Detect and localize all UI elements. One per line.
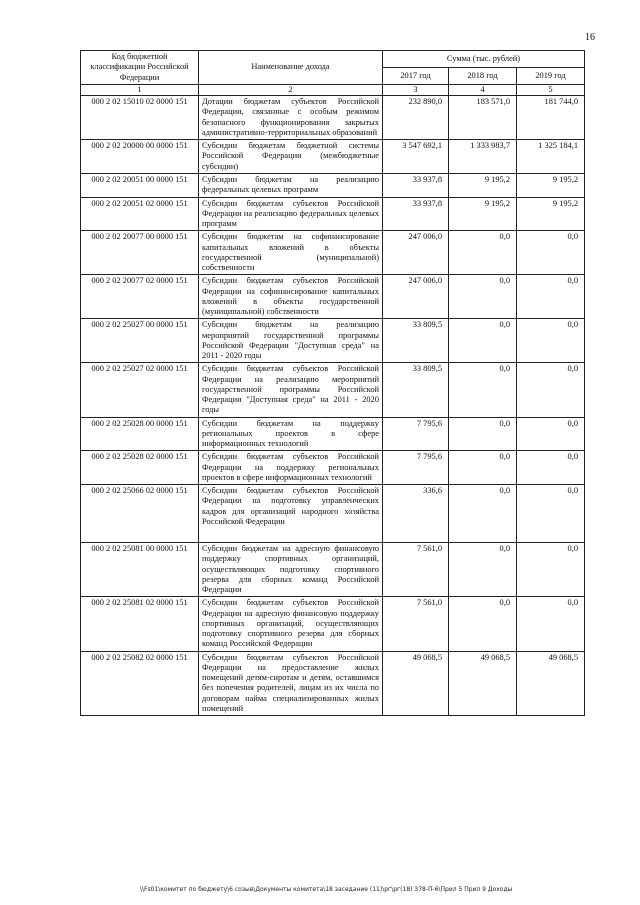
table-row — [81, 174, 585, 198]
table-row — [81, 197, 585, 231]
row-value-2018: 183 571,0 — [449, 96, 517, 140]
table-row — [81, 140, 585, 174]
row-value-2018: 0,0 — [449, 597, 517, 651]
header-year-2017: 2017 год — [383, 67, 449, 84]
row-value-2019: 1 325 184,1 — [517, 140, 585, 174]
row-value-2019: 0,0 — [517, 451, 585, 485]
page-number: 16 — [585, 32, 595, 43]
row-value-2017: 7 561,0 — [383, 597, 449, 651]
header-year-2019: 2019 год — [517, 67, 585, 84]
row-name: Субсидии бюджетам на реализацию федеральных целевых программ — [199, 174, 383, 198]
row-value-2019: 0,0 — [517, 275, 585, 319]
file-path-footer: \\Fs01\комитет по бюджету\6 созыв\Документы комитета\18 заседание (11)\рг\рг(18) 378-П-6\Прил 5 Прил 9 Доходы — [140, 886, 513, 893]
row-name: Субсидии бюджетам на реализацию мероприятий государственной программы Российской Федерации "Доступная среда" на 2011 - 2020 годы — [199, 319, 383, 363]
table-row — [81, 597, 585, 651]
row-name: Субсидии бюджетам субъектов Российской Федерации на предоставление жилых помещений детям-сиротам и детям, оставшимся без попечения родителей, лицам из их числа по договорам найма специализированных жилых помещений — [199, 651, 383, 716]
row-code: 000 2 02 25027 00 0000 151 — [81, 319, 199, 363]
table-row — [81, 651, 585, 716]
row-value-2019: 0,0 — [517, 319, 585, 363]
row-name: Субсидии бюджетам субъектов Российской Федерации на поддержку региональных проектов в сфере информационных технологий — [199, 451, 383, 485]
row-code: 000 2 02 25066 02 0000 151 — [81, 485, 199, 543]
row-value-2018: 1 333 983,7 — [449, 140, 517, 174]
row-code: 000 2 02 20000 00 0000 151 — [81, 140, 199, 174]
table-row — [81, 96, 585, 140]
row-value-2018: 0,0 — [449, 417, 517, 451]
row-code: 000 2 02 20051 02 0000 151 — [81, 197, 199, 231]
row-value-2019: 0,0 — [517, 597, 585, 651]
table-row — [81, 451, 585, 485]
row-name: Дотации бюджетам субъектов Российской Федерации, связанные с особым режимом безопасного функционирования закрытых административно-территориальных образований — [199, 96, 383, 140]
row-value-2017: 33 937,8 — [383, 174, 449, 198]
header-sum-column: Сумма (тыс. рублей) — [383, 51, 585, 68]
row-value-2019: 0,0 — [517, 543, 585, 597]
row-code: 000 2 02 25028 02 0000 151 — [81, 451, 199, 485]
row-code: 000 2 02 20077 00 0000 151 — [81, 231, 199, 275]
row-value-2017: 33 937,8 — [383, 197, 449, 231]
row-value-2018: 0,0 — [449, 543, 517, 597]
table-row — [81, 363, 585, 417]
row-value-2017: 7 561,0 — [383, 543, 449, 597]
row-value-2017: 7 795,6 — [383, 451, 449, 485]
row-value-2018: 0,0 — [449, 451, 517, 485]
row-value-2017: 247 006,0 — [383, 231, 449, 275]
row-code: 000 2 02 25027 02 0000 151 — [81, 363, 199, 417]
row-value-2017: 232 890,0 — [383, 96, 449, 140]
row-code: 000 2 02 25081 00 0000 151 — [81, 543, 199, 597]
row-name: Субсидии бюджетам субъектов Российской Федерации на реализацию мероприятий государственной программы Российской Федерации "Доступная среда" на 2011 - 2020 годы — [199, 363, 383, 417]
row-code: 000 2 02 20077 02 0000 151 — [81, 275, 199, 319]
row-name: Субсидии бюджетам субъектов Российской Федерации на подготовку управленческих кадров для организаций народного хозяйства Российской Федерации — [199, 485, 383, 543]
row-value-2019: 49 068,5 — [517, 651, 585, 716]
row-value-2018: 0,0 — [449, 319, 517, 363]
row-value-2017: 247 006,0 — [383, 275, 449, 319]
row-value-2018: 9 195,2 — [449, 197, 517, 231]
header-year-2018: 2018 год — [449, 67, 517, 84]
row-value-2017: 33 809,5 — [383, 363, 449, 417]
table-body — [81, 96, 585, 716]
header-name-column: Наименование дохода — [199, 51, 383, 85]
row-value-2018: 0,0 — [449, 363, 517, 417]
header-code-column: Код бюджетной классификации Российской Федерации — [81, 51, 199, 85]
row-code: 000 2 02 25082 02 0000 151 — [81, 651, 199, 716]
row-value-2018: 9 195,2 — [449, 174, 517, 198]
row-value-2019: 0,0 — [517, 417, 585, 451]
row-value-2019: 0,0 — [517, 231, 585, 275]
row-code: 000 2 02 20051 00 0000 151 — [81, 174, 199, 198]
table-row — [81, 275, 585, 319]
row-name: Субсидии бюджетам субъектов Российской Федерации на адресную финансовую поддержку спортивных организаций, осуществляющих подготовку спортивного резерва для сборных команд Российской Федерации — [199, 597, 383, 651]
row-code: 000 2 02 25081 02 0000 151 — [81, 597, 199, 651]
row-value-2019: 181 744,0 — [517, 96, 585, 140]
row-code: 000 2 02 25028 00 0000 151 — [81, 417, 199, 451]
row-name: Субсидии бюджетам на адресную финансовую поддержку спортивных организаций, осуществляющих подготовку спортивного резерва для сборных команд Российской Федерации — [199, 543, 383, 597]
row-value-2018: 49 068,5 — [449, 651, 517, 716]
row-value-2019: 9 195,2 — [517, 197, 585, 231]
table-row — [81, 543, 585, 597]
row-code: 000 2 02 15010 02 0000 151 — [81, 96, 199, 140]
row-value-2017: 3 547 692,1 — [383, 140, 449, 174]
row-value-2017: 49 068,5 — [383, 651, 449, 716]
row-value-2017: 33 809,5 — [383, 319, 449, 363]
row-value-2017: 336,6 — [383, 485, 449, 543]
row-value-2018: 0,0 — [449, 231, 517, 275]
row-value-2017: 7 795,6 — [383, 417, 449, 451]
column-index: 5 — [517, 84, 585, 95]
row-name: Субсидии бюджетам субъектов Российской Федерации на софинансирование капитальных вложений в объекты государственной (муниципальной) собственности — [199, 275, 383, 319]
column-index: 2 — [199, 84, 383, 95]
row-value-2018: 0,0 — [449, 485, 517, 543]
table-row — [81, 417, 585, 451]
column-index: 3 — [383, 84, 449, 95]
row-value-2019: 0,0 — [517, 363, 585, 417]
table-row — [81, 485, 585, 543]
row-name: Субсидии бюджетам бюджетной системы Российской Федерации (межбюджетные субсидии) — [199, 140, 383, 174]
row-value-2019: 9 195,2 — [517, 174, 585, 198]
table-row — [81, 231, 585, 275]
row-value-2019: 0,0 — [517, 485, 585, 543]
row-name: Субсидии бюджетам субъектов Российской Федерации на реализацию федеральных целевых программ — [199, 197, 383, 231]
column-index: 4 — [449, 84, 517, 95]
column-index: 1 — [81, 84, 199, 95]
row-name: Субсидии бюджетам на поддержку региональных проектов в сфере информационных технологий — [199, 417, 383, 451]
row-name: Субсидии бюджетам на софинансирование капитальных вложений в объекты государственной (муниципальной) собственности — [199, 231, 383, 275]
table-row — [81, 319, 585, 363]
revenue-table — [80, 50, 585, 716]
row-value-2018: 0,0 — [449, 275, 517, 319]
